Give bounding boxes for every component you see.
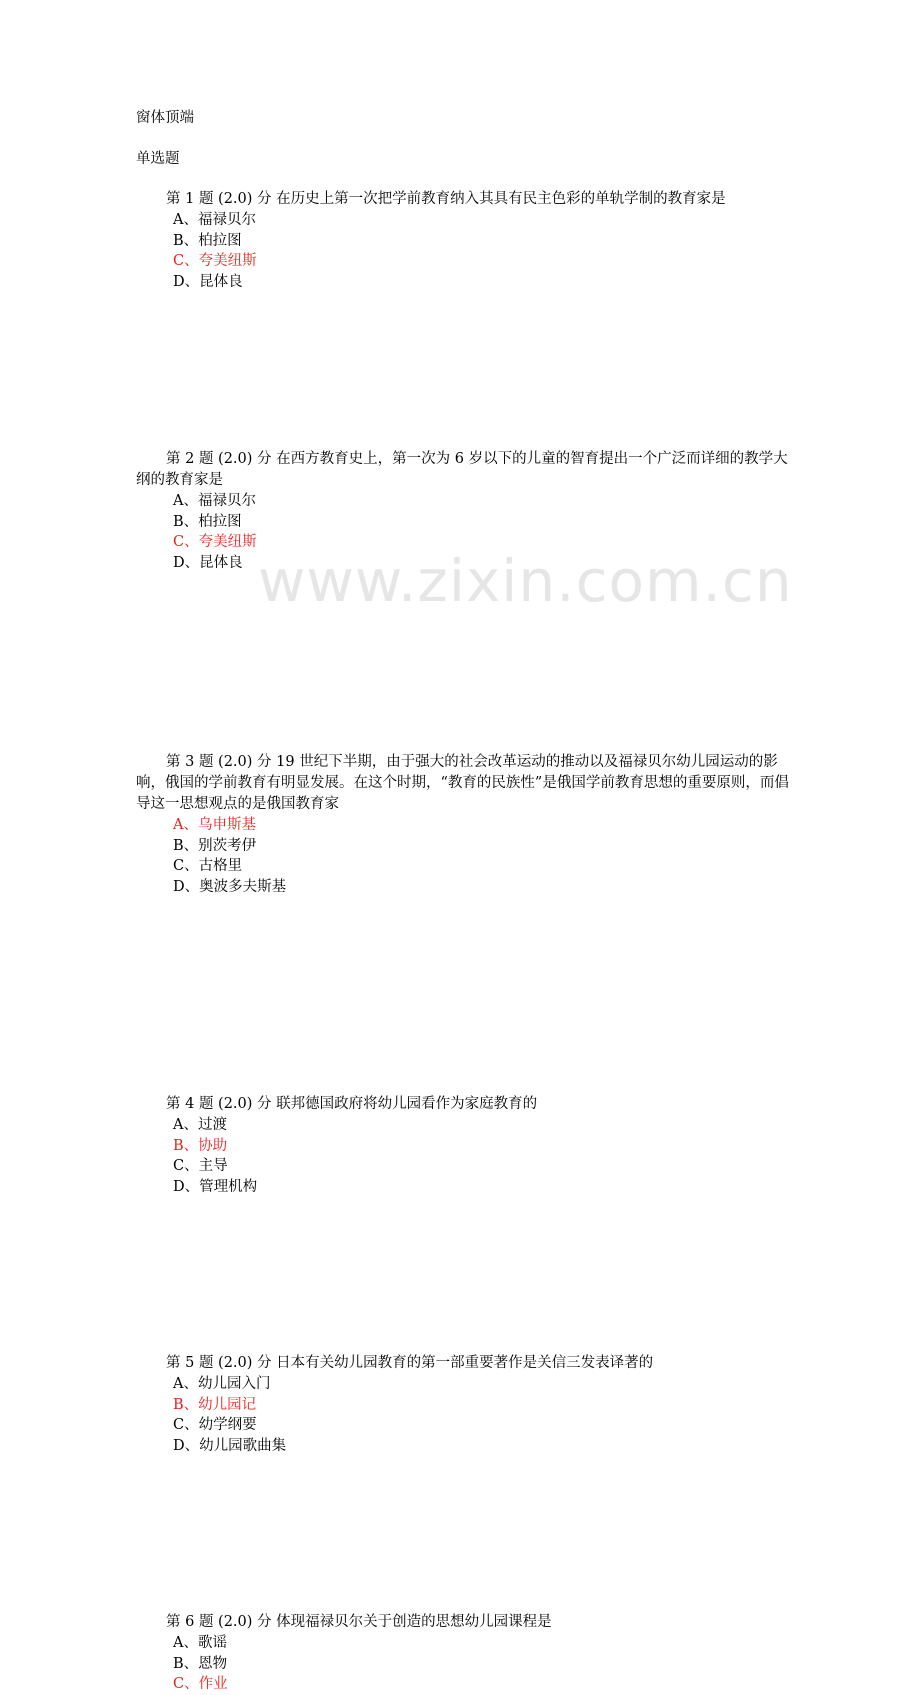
option-list [136,1633,796,1695]
option-c-correct: C、作业 [173,1676,228,1692]
option-a: A、过渡 [173,1117,227,1133]
form-top-label: 窗体顶端 [136,110,194,126]
question-2 [136,449,796,573]
option-b: B、恩物 [173,1655,228,1672]
question-text: 第 6 题 (2.0) 分 体现福禄贝尔关于创造的思想幼儿园课程是 [166,1614,552,1630]
question-text: 第 3 题 (2.0) 分 19 世纪下半期，由于强大的社会改革运动的推动以及福禄贝尔幼儿园运动的影响，俄国的学前教育有明显发展。在这个时期，“教育的民族性”是俄国学前教育思想的重要原则，而倡导这一思想观点的是俄国教育家 [136,754,789,812]
option-c: C、幼学纲要 [173,1417,257,1433]
option-d: D、幼儿园歌曲集 [173,1437,287,1454]
option-d: D、昆体良 [173,273,243,290]
question-text: 第 2 题 (2.0) 分 在西方教育史上，第一次为 6 岁以下的儿童的智育提出一个广泛而详细的教学大纲的教育家是 [136,451,788,488]
question-text: 第 4 题 (2.0) 分 联邦德国政府将幼儿园看作为家庭教育的 [166,1096,538,1112]
question-1 [136,189,796,292]
option-list [136,1374,796,1456]
option-list [136,815,796,897]
watermark: www.zixin.com.cn [258,547,793,615]
option-d: D、奥波多夫斯基 [173,878,287,895]
question-6 [136,1612,796,1695]
option-a-correct: A、乌申斯基 [173,817,256,833]
question-5 [136,1353,796,1456]
option-b-correct: B、幼儿园记 [173,1396,257,1413]
option-list [136,1115,796,1197]
question-3 [136,752,796,897]
option-b: B、柏拉图 [173,513,242,530]
option-b-correct: B、协助 [173,1137,228,1154]
option-a: A、歌谣 [173,1635,227,1651]
option-a: A、幼儿园入门 [173,1376,271,1392]
section-title: 单选题 [136,151,180,167]
option-d: D、昆体良 [173,554,243,571]
option-c-correct: C、夸美纽斯 [173,534,257,550]
option-a: A、福禄贝尔 [173,212,256,228]
option-b: B、别茨考伊 [173,837,257,854]
option-list [136,210,796,292]
question-4 [136,1094,796,1197]
option-c: C、主导 [173,1158,228,1174]
option-b: B、柏拉图 [173,232,242,249]
option-c: C、古格里 [173,858,243,874]
question-text: 第 1 题 (2.0) 分 在历史上第一次把学前教育纳入其具有民主色彩的单轨学制的教育家是 [166,191,726,207]
option-list [136,491,796,573]
option-a: A、福禄贝尔 [173,493,256,509]
option-d: D、管理机构 [173,1178,258,1195]
question-text: 第 5 题 (2.0) 分 日本有关幼儿园教育的第一部重要著作是关信三发表译著的 [166,1355,654,1371]
option-c-correct: C、夸美纽斯 [173,253,257,269]
